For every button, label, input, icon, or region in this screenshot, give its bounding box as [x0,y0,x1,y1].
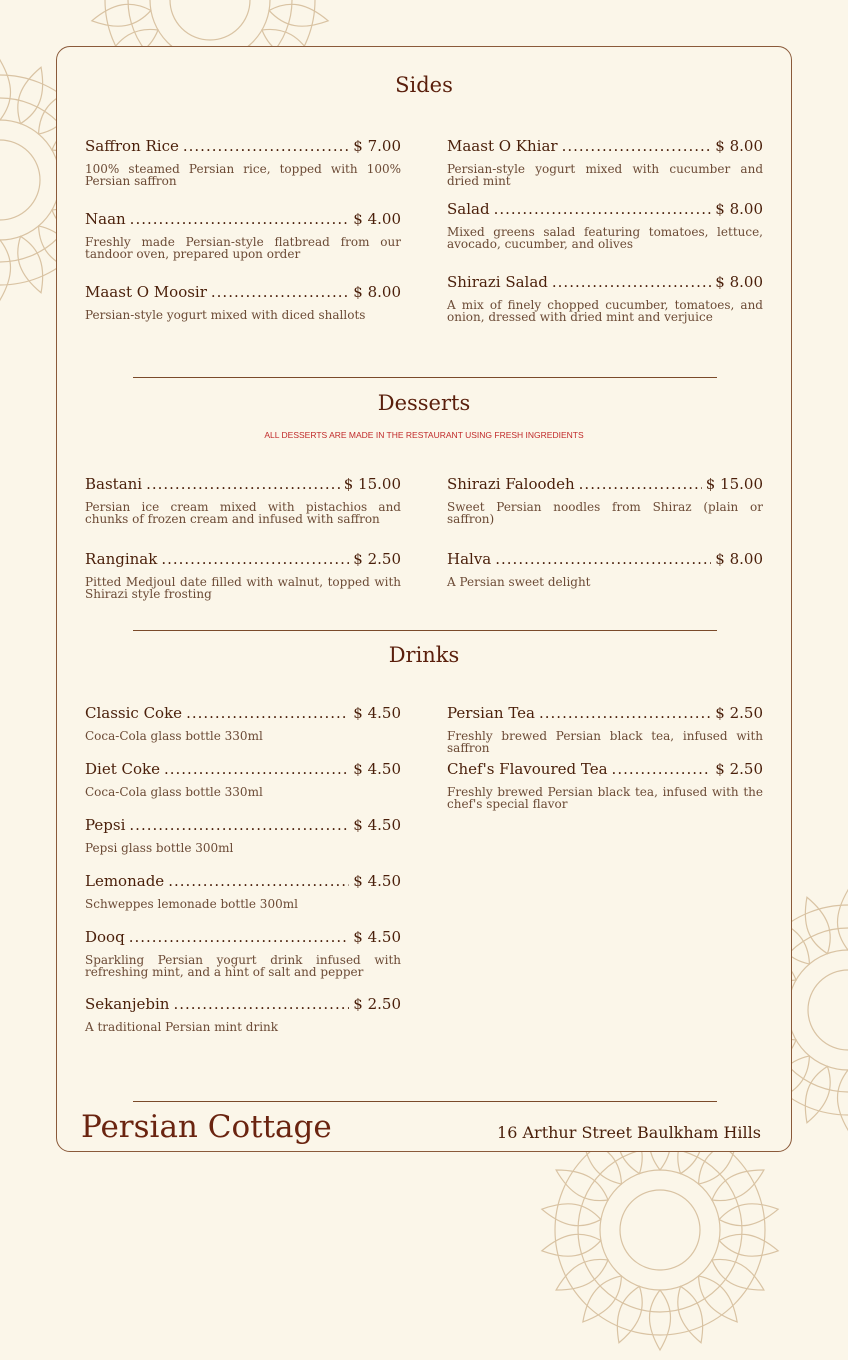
item-description: Mixed greens salad featuring tomatoes, lettuce, avocado, cucumber, and olives [447,225,763,251]
dot-leader [129,816,349,834]
dot-leader [562,137,712,155]
menu-card [56,46,792,1152]
desserts-note: ALL DESSERTS ARE MADE IN THE RESTAURANT USING FRESH INGREDIENTS [264,430,584,440]
item-name: Salad [447,200,490,218]
item-price: $ 2.50 [715,760,763,778]
dot-leader [552,273,711,291]
item-description: Sweet Persian noodles from Shiraz (plain or saffron) [447,500,763,526]
item-name: Lemonade [85,872,165,890]
dot-leader [612,760,712,778]
item-description: Sparkling Persian yogurt drink infused with refreshing mint, and a hint of salt and pepper [85,953,401,979]
menu-item [447,475,763,525]
dot-leader [186,704,349,722]
menu-item [85,704,401,742]
item-name: Shirazi Salad [447,273,548,291]
item-description: Persian-style yogurt mixed with diced shallots [85,308,366,322]
item-price: $ 4.00 [353,210,401,228]
item-description: A Persian sweet delight [447,575,591,589]
section-divider [133,630,717,631]
menu-item [85,210,401,260]
item-name: Naan [85,210,126,228]
menu-item [85,995,401,1033]
item-description: Freshly made Persian-style flatbread from our tandoor oven, prepared upon order [85,235,401,261]
menu-item [447,760,763,810]
dot-leader [130,210,350,228]
item-name: Maast O Khiar [447,137,558,155]
menu-item [85,872,401,910]
item-price: $ 4.50 [353,928,401,946]
item-name: Halva [447,550,492,568]
item-description: A mix of finely chopped cucumber, tomatoes, and onion, dressed with dried mint and verjuice [447,298,763,324]
item-price: $ 4.50 [353,760,401,778]
menu-item [85,475,401,525]
item-description: Pepsi glass bottle 300ml [85,841,234,855]
item-description: Freshly brewed Persian black tea, infused with the chef's special flavor [447,785,763,811]
dot-leader [183,137,349,155]
item-name: Persian Tea [447,704,535,722]
dot-leader [161,550,349,568]
dot-leader [579,475,702,493]
desserts-title: Desserts [377,391,471,415]
item-price: $ 8.00 [353,283,401,301]
dot-leader [539,704,711,722]
item-price: $ 4.50 [353,872,401,890]
item-name: Sekanjebin [85,995,170,1013]
item-description: Schweppes lemonade bottle 300ml [85,897,298,911]
item-price: $ 7.00 [353,137,401,155]
item-description: Coca-Cola glass bottle 330ml [85,729,263,743]
dot-leader [146,475,340,493]
item-price: $ 8.00 [715,550,763,568]
item-name: Chef's Flavoured Tea [447,760,608,778]
menu-item [85,816,401,854]
sides-title: Sides [395,73,453,97]
item-name: Diet Coke [85,760,160,778]
dot-leader [211,283,349,301]
menu-item [85,928,401,978]
item-name: Pepsi [85,816,126,834]
dot-leader [494,200,712,218]
menu-item [447,704,763,754]
dot-leader [495,550,711,568]
item-price: $ 15.00 [705,475,763,493]
item-name: Saffron Rice [85,137,179,155]
dot-leader [164,760,349,778]
menu-item [447,273,763,323]
section-divider [133,377,717,378]
footer-divider [133,1101,717,1102]
menu-item [447,137,763,187]
item-price: $ 2.50 [353,550,401,568]
item-description: 100% steamed Persian rice, topped with 100% Persian saffron [85,162,401,188]
item-price: $ 4.50 [353,704,401,722]
menu-item [85,283,401,321]
restaurant-address: 16 Arthur Street Baulkham Hills [497,1123,761,1142]
item-name: Ranginak [85,550,158,568]
item-description: Persian-style yogurt mixed with cucumber and dried mint [447,162,763,188]
item-price: $ 8.00 [715,273,763,291]
item-name: Maast O Moosir [85,283,207,301]
item-description: Persian ice cream mixed with pistachios and chunks of frozen cream and infused with saffron [85,500,401,526]
dot-leader [173,995,349,1013]
item-description: Pitted Medjoul date filled with walnut, topped with Shirazi style frosting [85,575,401,601]
item-price: $ 15.00 [343,475,401,493]
dot-leader [129,928,350,946]
item-price: $ 2.50 [715,704,763,722]
restaurant-name: Persian Cottage [81,1109,332,1145]
item-name: Bastani [85,475,143,493]
item-name: Classic Coke [85,704,183,722]
item-price: $ 8.00 [715,137,763,155]
menu-item [85,137,401,187]
menu-item [447,200,763,250]
item-price: $ 8.00 [715,200,763,218]
menu-item [85,760,401,798]
menu-item [447,550,763,588]
drinks-title: Drinks [388,643,460,667]
item-price: $ 2.50 [353,995,401,1013]
item-name: Shirazi Faloodeh [447,475,575,493]
item-name: Dooq [85,928,125,946]
menu-item [85,550,401,600]
dot-leader [168,872,349,890]
item-description: Freshly brewed Persian black tea, infused with saffron [447,729,763,755]
item-description: Coca-Cola glass bottle 330ml [85,785,263,799]
item-description: A traditional Persian mint drink [85,1020,279,1034]
item-price: $ 4.50 [353,816,401,834]
